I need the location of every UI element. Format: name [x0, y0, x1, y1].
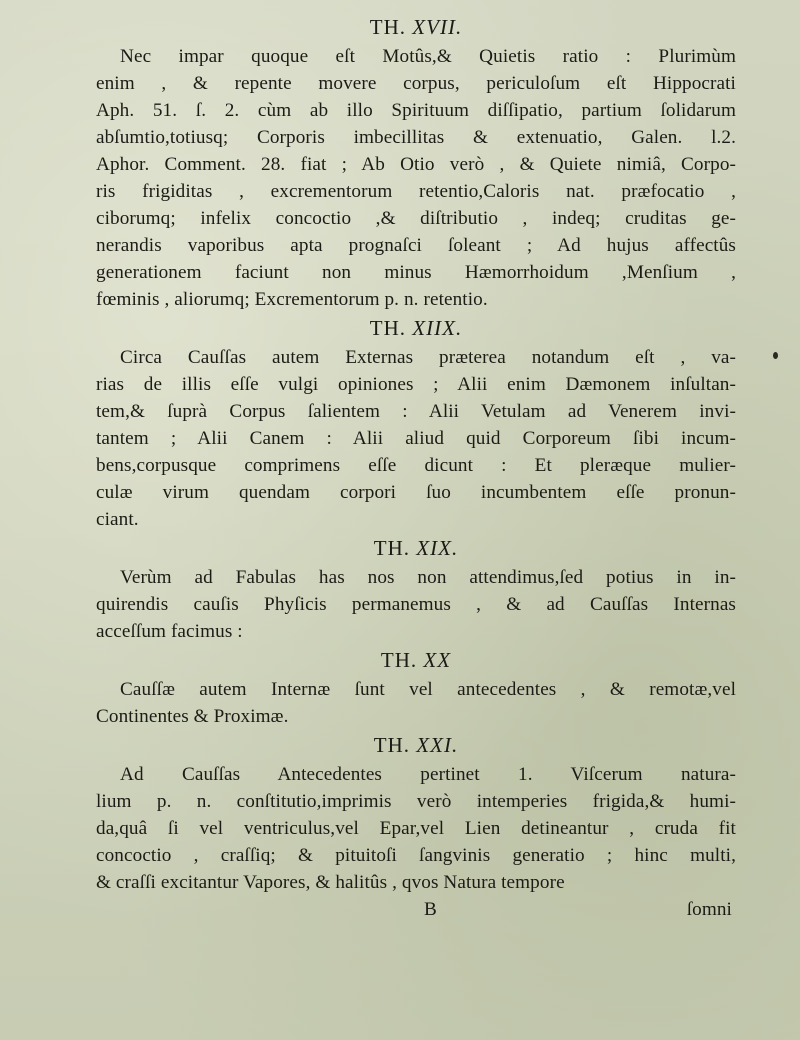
heading-number: XVII.	[412, 15, 463, 39]
text-line: enim , & repente movere corpus, periculoſum eſt Hippocrati	[96, 73, 736, 94]
heading-label: TH.	[373, 536, 411, 560]
page-footer	[96, 896, 736, 923]
heading-number: XIX.	[416, 536, 459, 560]
text-line: tem,& ſuprà Corpus ſalientem : Alii Vetulam ad Venerem invi-	[96, 401, 736, 422]
text-line: culæ virum quendam corpori ſuo incumbentem eſſe pronun-	[96, 482, 736, 503]
ink-spot	[773, 352, 778, 359]
paragraph-21	[96, 761, 736, 896]
thesis-heading-18	[96, 313, 736, 344]
paragraph-20	[96, 676, 736, 730]
text-line: Nec impar quoque eſt Motûs,& Quietis ratio : Plurimùm	[120, 46, 736, 67]
heading-label: TH.	[369, 15, 407, 39]
text-line: concoctio , craſſiq; & pituitoſi ſangvinis generatio ; hinc multi,	[96, 845, 736, 866]
signature-mark: B	[424, 899, 437, 920]
thesis-heading-20	[96, 645, 736, 676]
text-line: Circa Cauſſas autem Externas præterea notandum eſt , va-	[120, 347, 736, 368]
text-line: acceſſum facimus :	[96, 621, 243, 642]
text-line: abſumtio,totiusq; Corporis imbecillitas & extenuatio, Galen. l.2.	[96, 127, 736, 148]
text-line: tantem ; Alii Canem : Alii aliud quid Corporeum ſibi incum-	[96, 428, 736, 449]
text-line: Aph. 51. ſ. 2. cùm ab illo Spirituum diſſipatio, partium ſolidarum	[96, 100, 736, 121]
thesis-heading-19	[96, 533, 736, 564]
text-line: Cauſſæ autem Internæ ſunt vel antecedentes , & remotæ,vel	[120, 679, 736, 700]
heading-label: TH.	[380, 648, 418, 672]
text-line: lium p. n. conſtitutio,imprimis verò intemperies frigida,& humi-	[96, 791, 736, 812]
text-line: Ad Cauſſas Antecedentes pertinet 1. Viſcerum natura-	[120, 764, 736, 785]
paragraph-18	[96, 344, 736, 533]
text-line: nerandis vaporibus apta prognaſci ſoleant ; Ad hujus affectûs	[96, 235, 736, 256]
heading-number: XXI.	[416, 733, 459, 757]
thesis-heading-17	[96, 12, 736, 43]
text-line: ciborumq; infelix concoctio ,& diſtributio , indeq; cruditas ge-	[96, 208, 736, 229]
text-line: Aphor. Comment. 28. fiat ; Ab Otio verò , & Quiete nimiâ, Corpo-	[96, 154, 736, 175]
text-line: Verùm ad Fabulas has nos non attendimus,ſed potius in in-	[120, 567, 736, 588]
text-line: da,quâ ſi vel ventriculus,vel Epar,vel Lien detineantur , cruda fit	[96, 818, 736, 839]
text-line: quirendis cauſis Phyſicis permanemus , & ad Cauſſas Internas	[96, 594, 736, 615]
text-line: generationem faciunt non minus Hæmorrhoidum ,Menſium ,	[96, 262, 736, 283]
heading-number: XIIX.	[412, 316, 463, 340]
text-line: ciant.	[96, 509, 139, 530]
text-line: bens,corpusque comprimens eſſe dicunt : Et pleræque mulier-	[96, 455, 736, 476]
heading-number: XX	[423, 648, 452, 672]
text-line: ris frigiditas , excrementorum retentio,Caloris nat. præfocatio ,	[96, 181, 736, 202]
text-line: fœminis , aliorumq; Excrementorum p. n. retentio.	[96, 289, 488, 310]
page-text	[96, 12, 736, 923]
text-line: Continentes & Proximæ.	[96, 706, 289, 727]
catchword: ſomni	[686, 899, 732, 920]
heading-label: TH.	[373, 733, 411, 757]
text-line: & craſſi excitantur Vapores, & halitûs , qvos Natura tempore	[96, 872, 565, 893]
paragraph-19	[96, 564, 736, 645]
paragraph-17	[96, 43, 736, 313]
text-line: rias de illis eſſe vulgi opiniones ; Alii enim Dæmonem inſultan-	[96, 374, 736, 395]
heading-label: TH.	[369, 316, 407, 340]
thesis-heading-21	[96, 730, 736, 761]
